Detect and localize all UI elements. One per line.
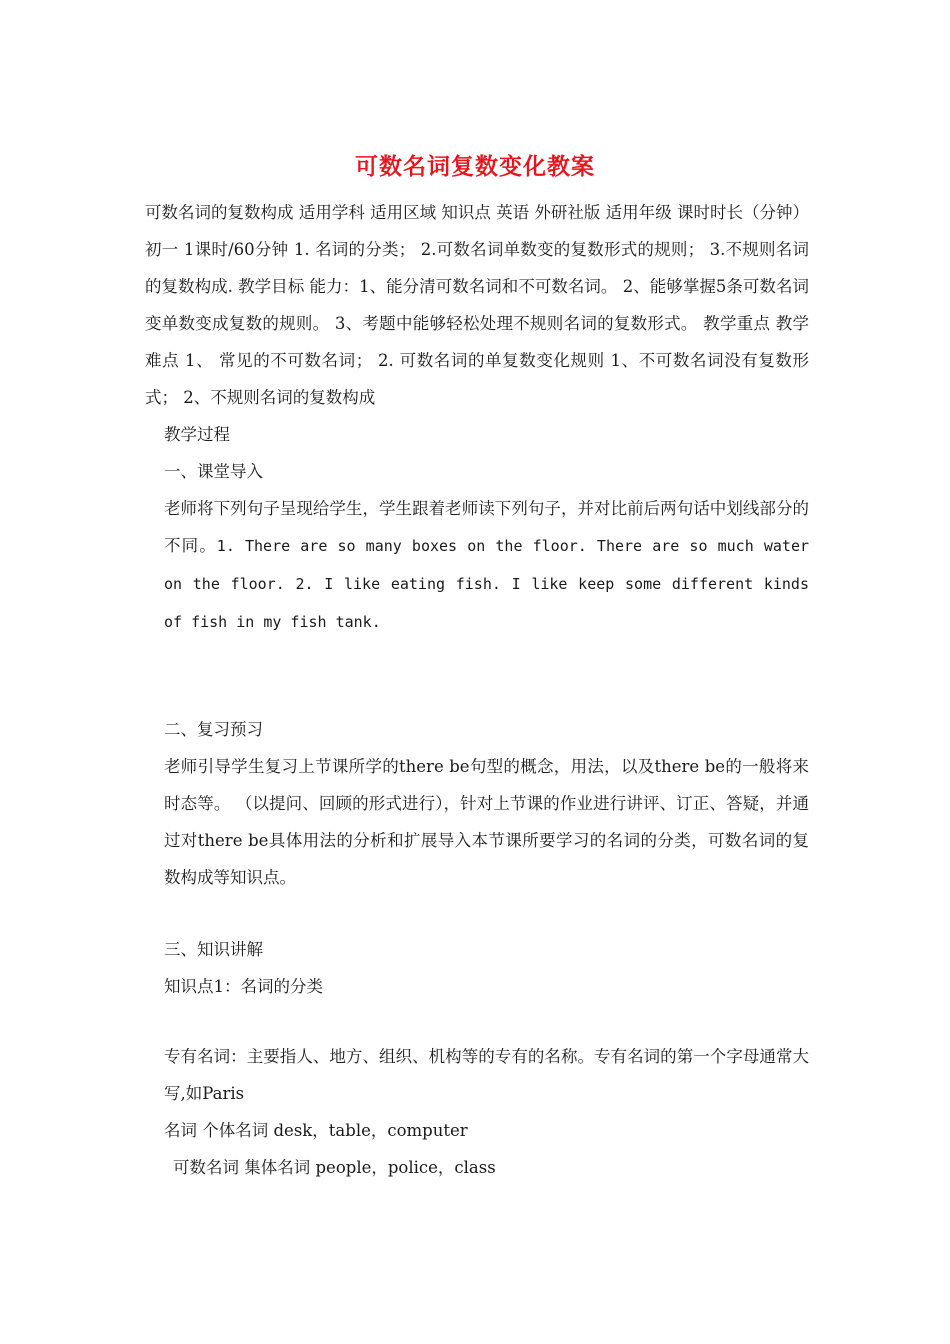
knowledge-point-1-heading: 知识点1：名词的分类 [164, 977, 323, 996]
section1-paragraph [145, 490, 809, 641]
process-heading: 教学过程 [164, 425, 230, 444]
document-body [145, 194, 809, 1186]
noun-line: 名词 个体名词 desk，table，computer [164, 1121, 468, 1140]
section2-heading: 二、复习预习 [164, 720, 263, 739]
section1-text-en: 1. There are so many boxes on the floor. There are so much water on the floor. 2. I like eating fish. I like keep some different kinds of fish in my fish tank. [164, 537, 810, 631]
spacer [145, 641, 809, 711]
proper-noun-paragraph: 专有名词：主要指人、地方、组织、机构等的专有的名称。专有名词的第一个字母通常大写,如Paris [164, 1047, 809, 1103]
document-title: 可数名词复数变化教案 [355, 153, 595, 180]
spacer [145, 1005, 809, 1038]
section1-heading: 一、课堂导入 [164, 462, 263, 481]
intro-paragraph: 可数名词的复数构成 适用学科 适用区域 知识点 英语 外研社版 适用年级 课时时长（分钟） 初一 1课时/60分钟 1. 名词的分类； 2.可数名词单数变的复数形式的规则； 3.不规则名词的复数构成. 教学目标 能力：1、能分清可数名词和不可数名词。 2、能够掌握5条可数名词变单数变成复数的规则。 3、考题中能够轻松处理不规则名词的复数形式。 教学重点 教学难点 1、 常见的不可数名词； 2. 可数名词的单复数变化规则 1、不可数名词没有复数形式； 2、不规则名词的复数构成 [145, 203, 809, 407]
spacer [145, 896, 809, 931]
section3-heading: 三、知识讲解 [164, 940, 263, 959]
section2-paragraph: 老师引导学生复习上节课所学的there be句型的概念，用法，以及there be的一般将来时态等。 （以提问、回顾的形式进行），针对上节课的作业进行讲评、订正、答疑，并通过对there be具体用法的分析和扩展导入本节课所要学习的名词的分类，可数名词的复数构成等知识点。 [164, 757, 809, 887]
section1-text-cn: 老师将下列句子呈现给学生，学生跟着老师读下列句子，并对比前后两句话中划线部分的不同。 [164, 499, 809, 555]
countable-noun-line: 可数名词 集体名词 people，police，class [173, 1158, 496, 1177]
